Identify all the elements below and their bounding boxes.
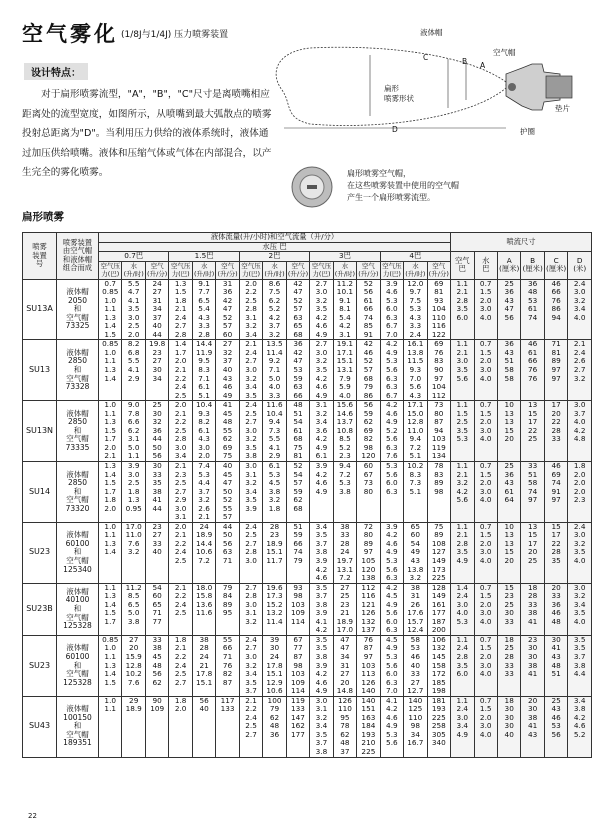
table-cell: 20 30 38 41 43 xyxy=(521,696,544,757)
table-cell: SU23B xyxy=(23,583,57,635)
table-row xyxy=(23,583,592,635)
table-cell: 3.0 3.1 3.2 3.4 3.5 3.7 3.8 xyxy=(310,696,333,757)
table-row xyxy=(23,696,592,757)
table-cell: 1.1 1.5 2.5 3.5 5.3 xyxy=(451,401,474,462)
table-cell: 13 15 17 20 25 xyxy=(521,522,544,583)
table-cell: 47 47 34 31 27 20 14.8 xyxy=(333,635,356,696)
table-cell: 112 116 121 126 132 137 xyxy=(357,583,380,635)
table-cell: SU13A xyxy=(23,279,57,340)
table-cell: SU43 xyxy=(23,696,57,757)
table-cell: 0.85 1.0 1.1 1.3 1.4 xyxy=(99,340,122,401)
features-heading: 设计特点： xyxy=(24,63,88,80)
table-cell: 15 17 22 28 35 xyxy=(544,522,567,583)
table-cell: 30 41 43 48 51 xyxy=(544,635,567,696)
table-cell: 2.4 2.5 2.7 3.0 3.2 3.5 3.8 xyxy=(239,401,262,462)
table-cell: 14.4 11.9 9.5 8.3 7.1 6.1 5.1 xyxy=(192,340,215,401)
table-cell: 0.7 1.5 2.0 3.0 4.0 xyxy=(474,461,497,522)
label-gasket: 垫片 xyxy=(555,104,570,113)
table-cell: 0.7 1.5 2.0 3.0 4.0 xyxy=(474,522,497,583)
table-cell: 25 43 46 53 56 xyxy=(544,696,567,757)
table-cell: 2.1 2.2 2.4 2.5 xyxy=(169,583,192,635)
table-cell: 1.0 1.1 1.3 1.4 xyxy=(99,522,122,583)
spray-pattern-diagram xyxy=(270,38,595,138)
table-cell: 44 50 56 63 71 xyxy=(216,522,239,583)
th-pressure: 2巴 xyxy=(239,252,309,262)
table-cell: 8.2 6.8 5.5 4.1 2.9 xyxy=(122,340,145,401)
table-cell: 3.9 4.6 5.3 6.0 6.3 6.7 7.0 xyxy=(380,279,403,340)
table-cell: 56 40 xyxy=(192,696,215,757)
table-cell: SU13 xyxy=(23,340,57,401)
table-cell: 40 45 47 50 52 55 57 xyxy=(216,461,239,522)
table-cell: 9.1 7.7 6.5 5.4 4.3 3.3 2.8 xyxy=(192,279,215,340)
table-cell: 33 51 58 74 97 xyxy=(521,461,544,522)
table-cell: 42 47 52 57 63 65 68 xyxy=(286,279,309,340)
table-row xyxy=(23,461,592,522)
table-cell: 0.7 1.5 2.0 3.0 4.0 xyxy=(474,583,497,635)
table-cell: 25 36 43 47 56 xyxy=(497,279,520,340)
table-cell: 3.0 3.2 3.4 3.5 4.0 xyxy=(568,583,592,635)
table-cell: 90 109 xyxy=(145,696,168,757)
table-cell: 19.8 23 27 30 34 xyxy=(145,340,168,401)
table-cell: 27 32 37 40 43 46 49 xyxy=(216,340,239,401)
table-cell: 75 89 108 127 149 173 225 xyxy=(427,522,450,583)
th-sub: 空气压 力(巴) xyxy=(100,261,120,278)
table-cell: 23 27 33 40 xyxy=(145,522,168,583)
th-sub: 空气 (升/分) xyxy=(358,261,379,278)
table-cell: 2.4 3.0 3.2 3.4 4.0 xyxy=(568,279,592,340)
table-cell: 1.3 1.5 1.8 2.1 2.4 2.7 2.8 xyxy=(169,279,192,340)
label-retainer: 护圈 xyxy=(520,127,535,136)
table-cell: 2.0 2.1 2.2 2.5 2.8 3.0 3.4 xyxy=(169,401,192,462)
table-cell: 液体帽 60100 和 空气帽 125328 xyxy=(57,635,99,696)
features-body: 对于扁形喷雾流型，"A"，"B"，"C"尺寸是离喷嘴相应距离处的流型宽度，如图所示，从喷嘴到最大弧散点的喷雾投射总距离为"D"。当利用压力供给的液体系统时，液体通过加压供给喷嘴。液体和压缩气体或气体在内部混合，以产生完全的雾化喷雾。 xyxy=(22,89,272,178)
table-row xyxy=(23,340,592,401)
spec-table xyxy=(22,232,592,758)
table-cell: 27 20 15.9 12.8 10.2 7.6 xyxy=(122,635,145,696)
table-cell: 1.1 2.1 2.8 3.5 4.9 xyxy=(451,522,474,583)
th-sub: 水 (升/时) xyxy=(193,261,215,278)
page-subtitle: (1/8J与1/4J) 压力喷雾装置 xyxy=(121,30,229,40)
table-cell: 1.0 1.1 1.3 1.5 1.7 2.0 2.1 xyxy=(99,401,122,462)
table-cell: 69 81 93 104 110 116 122 xyxy=(427,279,450,340)
table-cell: 1.8 2.1 2.2 2.4 2.5 2.7 xyxy=(169,635,192,696)
table-cell: 2.4 2.5 2.7 2.8 3.0 xyxy=(239,522,262,583)
table-cell: 1.4 2.4 3.0 4.0 5.3 xyxy=(451,583,474,635)
page-number: 22 xyxy=(28,812,37,820)
table-cell: 106 132 145 158 172 185 198 xyxy=(427,635,450,696)
table-cell: 33 38 45 48 56 62 xyxy=(145,635,168,696)
table-cell: SU13N xyxy=(23,401,57,462)
table-cell: 19.6 17.3 15.2 13.2 11.4 xyxy=(263,583,286,635)
table-cell: 46 69 74 91 97 xyxy=(544,461,567,522)
table-cell: 2.0 2.1 2.2 2.4 2.5 xyxy=(169,522,192,583)
table-cell: 17.0 11.0 7.6 3.2 xyxy=(122,522,145,583)
table-cell: 36 42 47 53 59 63 66 xyxy=(286,340,309,401)
table-cell: 液体帽 2850 和 空气帽 73335 xyxy=(57,401,99,462)
table-cell: 0.7 1.5 2.0 3.0 4.0 xyxy=(474,279,497,340)
th-pressure: 4巴 xyxy=(380,252,450,262)
table-cell: 5.5 4.7 4.1 3.5 3.0 2.5 2.0 xyxy=(122,279,145,340)
table-cell: 71 81 89 97 97 xyxy=(544,340,567,401)
th-pressure: 3巴 xyxy=(310,252,380,262)
table-cell: 38 31 26 17.6 15.7 12.4 xyxy=(404,583,427,635)
table-cell: 7.4 5.3 4.4 3.7 3.2 2.6 2.1 xyxy=(192,461,215,522)
table-cell: 25 36 43 61 64 xyxy=(497,461,520,522)
table-cell: 36 43 51 58 58 xyxy=(497,340,520,401)
table-cell: 126 110 95 78 62 48 37 xyxy=(333,696,356,757)
table-cell: 27 25 23 21 18.9 17.0 xyxy=(333,583,356,635)
section-title: 扁形喷雾 xyxy=(22,211,64,223)
table-cell: 1.1 1.3 1.4 1.5 1.7 xyxy=(99,583,122,635)
table-cell: 100 79 62 48 36 xyxy=(263,696,286,757)
table-cell: 72 80 89 97 105 120 138 xyxy=(357,522,380,583)
table-cell: 10.4 9.3 8.2 6.1 4.3 3.0 2.0 xyxy=(192,401,215,462)
table-cell: 31 36 42 47 52 57 60 xyxy=(216,279,239,340)
table-cell: 48 51 54 61 68 75 81 xyxy=(286,401,309,462)
table-cell: 117 133 xyxy=(216,696,239,757)
table-cell: 52 54 57 59 62 68 xyxy=(286,461,309,522)
table-cell: 181 193 225 258 305 340 xyxy=(427,696,450,757)
table-cell: 0.7 1.5 2.0 3.0 4.0 xyxy=(474,696,497,757)
table-cell: 13 15 17 22 25 xyxy=(521,401,544,462)
table-cell: 2.1 2.4 2.7 3.0 3.2 3.4 3.5 xyxy=(239,340,262,401)
table-cell: 19.1 17.1 15.1 13.1 7.9 5.9 4.0 xyxy=(333,340,356,401)
table-cell: 3.9 4.2 4.6 4.9 xyxy=(310,461,333,522)
table-cell: 2.7 3.0 3.2 3.5 4.2 4.6 4.9 xyxy=(310,340,333,401)
table-cell: 39 30 24 17.8 15.1 12.9 10.6 xyxy=(263,635,286,696)
table-cell: 2.1 2.2 2.4 2.5 2.7 xyxy=(239,696,262,757)
table-cell: 2.1 2.3 2.5 2.7 2.9 3.0 3.1 xyxy=(169,461,192,522)
table-cell: 55 66 71 76 82 87 xyxy=(216,635,239,696)
table-cell: 38 33 28 24 19.7 13.1 7.2 xyxy=(333,522,356,583)
th-sub: 水 (升/时) xyxy=(123,261,144,278)
th-dim: C (厘米) xyxy=(544,252,567,280)
th-sub: 空气压 力(巴) xyxy=(241,261,261,278)
th-model: 喷雾 装置 号 xyxy=(23,233,57,280)
th-sub: 空气压 力(巴) xyxy=(170,261,191,278)
table-cell: 0.7 1.5 2.0 3.0 4.0 xyxy=(474,401,497,462)
table-cell: 24 27 31 34 37 40 44 xyxy=(145,279,168,340)
table-cell: 4.5 4.9 5.3 5.6 6.0 6.3 7.0 xyxy=(380,635,403,696)
table-cell: 液体帽 40100 和 空气帽 125328 xyxy=(57,583,99,635)
th-sub: 空气压 力(巴) xyxy=(382,261,402,278)
table-cell: 2.0 2.2 2.5 2.8 3.1 3.2 3.4 xyxy=(239,279,262,340)
table-cell: 3.4 3.5 3.7 3.8 3.9 4.2 4.6 xyxy=(310,522,333,583)
table-cell: 4.2 4.5 4.9 5.6 6.0 6.3 xyxy=(380,583,403,635)
table-cell: 3.9 4.2 4.6 4.9 5.3 5.6 6.3 xyxy=(380,522,403,583)
table-cell: 67 77 87 98 103 109 114 xyxy=(286,635,309,696)
table-cell: 1.0 1.1 xyxy=(99,696,122,757)
table-cell: 29 18.9 xyxy=(122,696,145,757)
table-cell: 93 98 103 109 114 xyxy=(286,583,309,635)
table-cell: 69 76 83 90 97 104 112 xyxy=(427,340,450,401)
th-dim: 水 巴 xyxy=(474,252,497,280)
table-cell: 11.2 10.1 9.1 8.1 5.4 4.2 3.1 xyxy=(333,279,356,340)
table-cell: 液体帽 60100 和 空气帽 125340 xyxy=(57,522,99,583)
table-row xyxy=(23,522,592,583)
table-cell: 51 59 66 74 79 xyxy=(286,522,309,583)
th-sub: 空气 (升/分) xyxy=(147,261,168,278)
table-cell: 18 28 33 38 41 xyxy=(521,583,544,635)
table-cell: 11.6 10.4 9.4 7.3 5.5 4.1 2.9 xyxy=(263,401,286,462)
th-dim: B (厘米) xyxy=(521,252,544,280)
table-cell: 3.4 3.8 4.2 4.6 5.2 xyxy=(568,696,592,757)
table-cell: 4.2 4.9 5.3 5.6 6.3 6.3 6.7 xyxy=(380,340,403,401)
table-cell: 79 84 89 95 xyxy=(216,583,239,635)
table-cell: 41 45 48 55 62 69 75 xyxy=(216,401,239,462)
table-cell: 73 80 87 94 103 119 134 xyxy=(427,401,450,462)
table-cell: SU23 xyxy=(23,635,57,696)
table-cell: 42 46 52 57 68 79 86 xyxy=(357,340,380,401)
table-cell: 1.8 2.0 2.0 2.0 2.3 xyxy=(568,461,592,522)
table-cell: 11.2 8.5 6.5 5.0 3.8 xyxy=(122,583,145,635)
label-b: B xyxy=(462,57,468,66)
table-cell: 1.8 2.0 xyxy=(169,696,192,757)
table-cell: 46 66 76 86 94 xyxy=(544,279,567,340)
table-cell: 2.1 2.4 2.6 2.7 3.2 xyxy=(568,340,592,401)
table-cell: 3.0 3.1 3.2 3.4 3.5 3.9 xyxy=(239,461,262,522)
table-cell: 3.5 3.5 3.7 3.8 4.4 xyxy=(568,635,592,696)
table-cell: 4.1 4.2 4.6 4.9 5.3 5.6 xyxy=(380,696,403,757)
th-sub: 空气压 力(巴) xyxy=(311,261,332,278)
table-cell: 18 25 28 33 33 xyxy=(497,635,520,696)
table-cell: 24 18.9 14.4 10.6 7.2 xyxy=(192,522,215,583)
label-d: D xyxy=(392,125,398,134)
th-sub: 空气 (升/分) xyxy=(428,261,449,278)
th-sub: 水 (升/时) xyxy=(264,261,285,278)
table-cell: 10 13 13 15 20 xyxy=(497,522,520,583)
table-cell: 38 28 24 21 17.8 15.1 xyxy=(192,635,215,696)
th-dim: D (米) xyxy=(568,252,592,280)
table-cell: 1.4 1.7 2.0 2.1 2.2 2.4 2.5 xyxy=(169,340,192,401)
th-sub: 空气 (升/分) xyxy=(217,261,238,278)
page-title: 空气雾化 xyxy=(22,22,118,46)
table-cell: 9.0 7.8 6.6 6.2 3.1 5.0 1.1 xyxy=(122,401,145,462)
table-cell: 36 48 53 61 74 xyxy=(521,279,544,340)
table-cell: 8.6 7.5 6.2 5.2 4.2 3.7 3.2 xyxy=(263,279,286,340)
table-cell: 液体帽 2050 和 空气帽 73325 xyxy=(57,279,99,340)
table-cell: 6.1 5.3 4.5 3.8 3.2 1.8 xyxy=(263,461,286,522)
table-cell: 119 133 147 162 177 xyxy=(286,696,309,757)
table-cell: 58 53 46 40 33 27 12.7 xyxy=(404,635,427,696)
table-cell: 23 30 30 38 41 xyxy=(521,635,544,696)
table-cell: 78 83 89 98 xyxy=(427,461,450,522)
table-cell: 54 60 65 71 77 xyxy=(145,583,168,635)
table-cell: 25 30 32 36 44 50 56 xyxy=(145,401,168,462)
table-cell: 3.9 3.0 2.5 1.8 1.3 0.95 xyxy=(122,461,145,522)
th-sub: 空气 (升/分) xyxy=(287,261,309,278)
table-cell: 液体帽 100150 和 空气帽 189351 xyxy=(57,696,99,757)
table-cell: 1.3 1.4 1.5 1.7 1.8 2.0 xyxy=(99,461,122,522)
table-cell: 46 61 66 76 76 xyxy=(521,340,544,401)
table-cell: 3.1 3.2 3.4 3.6 4.2 4.9 6.1 xyxy=(310,401,333,462)
table-cell: 1.1 2.1 2.8 3.5 6.0 xyxy=(451,279,474,340)
table-cell: 液体帽 2850 和 空气帽 73328 xyxy=(57,340,99,401)
table-row xyxy=(23,279,592,340)
label-c: C xyxy=(423,53,429,62)
table-cell: 3.5 3.5 3.8 3.9 4.2 4.6 4.9 xyxy=(310,635,333,696)
table-cell: 20 33 36 46 48 xyxy=(544,583,567,635)
th-combo: 喷雾装置 由空气帽 和液体帽 组合而成 xyxy=(57,233,99,280)
table-cell: 60 67 73 80 xyxy=(357,461,380,522)
table-cell: 140 125 110 98 34 16.7 xyxy=(404,696,427,757)
table-cell: SU14 xyxy=(23,461,57,522)
th-dim: A (厘米) xyxy=(497,252,520,280)
table-cell: 0.85 1.0 1.1 1.3 1.4 1.5 xyxy=(99,635,122,696)
th-sub: 水 (升/时) xyxy=(405,261,426,278)
table-cell: 18.0 15.8 13.6 11.6 xyxy=(192,583,215,635)
table-cell: 17.1 15.0 12.8 11.0 9.4 7.2 5.1 xyxy=(404,401,427,462)
label-air-cap: 空气帽 xyxy=(493,48,516,57)
table-cell: SU23 xyxy=(23,522,57,583)
label-spray-shape: 扁形 喷雾形状 xyxy=(384,84,414,103)
table-cell: 18 30 30 30 40 xyxy=(497,696,520,757)
table-cell: 1.1 2.1 3.0 3.5 5.6 xyxy=(451,340,474,401)
table-cell: 4.2 4.6 4.9 5.2 5.6 6.3 7.6 xyxy=(380,401,403,462)
air-cap-photo-icon xyxy=(287,162,337,212)
table-cell: 5.3 5.6 6.0 6.3 xyxy=(380,461,403,522)
th-pressure: 1.5巴 xyxy=(169,252,239,262)
th-pressure: 0.7巴 xyxy=(99,252,169,262)
th-flow: 液体流量(升/小时)和空气流量（升/分） xyxy=(99,233,451,243)
table-cell: 1.1 2.1 3.2 4.2 5.6 xyxy=(451,461,474,522)
table-cell: 13.5 11.4 9.2 7.1 5.0 4.0 3.3 xyxy=(263,340,286,401)
table-cell: 2.7 2.8 3.0 3.1 3.2 xyxy=(239,583,262,635)
table-cell: 10 13 13 15 20 xyxy=(497,401,520,462)
table-cell: 15.6 14.6 13.7 10.8 8.5 5.2 2.3 xyxy=(333,401,356,462)
table-cell: 12.0 9.7 7.5 5.3 4.3 3.3 2.4 xyxy=(404,279,427,340)
table-cell: 56 59 62 69 82 98 120 xyxy=(357,401,380,462)
table-cell: 17 20 22 28 33 xyxy=(544,401,567,462)
table-cell: 30 33 35 38 41 44 xyxy=(145,461,168,522)
table-cell: 2.4 2.7 3.0 3.2 3.4 3.5 3.7 xyxy=(239,635,262,696)
table-cell: 0.7 1.5 2.0 3.0 4.0 xyxy=(474,635,497,696)
table-cell: 0.7 0.85 1.0 1.1 1.3 1.4 1.5 xyxy=(99,279,122,340)
th-water: 水压 巴 xyxy=(99,242,451,252)
table-cell: 28 23 18.9 15.1 11.7 xyxy=(263,522,286,583)
table-cell: 2.4 3.0 3.2 3.5 4.0 xyxy=(568,522,592,583)
table-cell: 52 56 61 66 74 85 91 xyxy=(357,279,380,340)
table-row xyxy=(23,401,592,462)
table-cell: 1.1 2.4 2.8 3.5 6.0 xyxy=(451,635,474,696)
table-cell: 65 60 54 49 43 13.8 3.2 xyxy=(404,522,427,583)
table-cell: 3.5 3.7 3.8 3.9 4.1 4.2 xyxy=(310,583,333,635)
label-fluid-cap: 液体帽 xyxy=(420,28,443,37)
table-cell: 9.4 7.2 5.3 3.8 xyxy=(333,461,356,522)
table-cell: 2.7 3.0 3.2 3.5 4.2 4.6 4.9 xyxy=(310,279,333,340)
table-cell: 0.7 1.5 2.0 3.0 4.0 xyxy=(474,340,497,401)
diagram-caption: 扁形喷雾空气帽， 在这些喷雾装置中使用的空气帽 产生一个扁形喷雾流型。 xyxy=(347,169,459,202)
table-cell: 3.0 3.7 4.0 4.2 4.8 xyxy=(568,401,592,462)
table-cell: 128 149 161 177 187 200 xyxy=(427,583,450,635)
table-cell: 16.1 13.8 11.5 9.3 7.0 5.6 4.3 xyxy=(404,340,427,401)
table-cell: 140 151 163 184 193 210 225 xyxy=(357,696,380,757)
table-cell: 1.1 2.4 3.0 3.4 4.9 xyxy=(451,696,474,757)
th-dims: 喷流尺寸 xyxy=(451,233,592,252)
th-sub: 水 (升/时) xyxy=(334,261,356,278)
table-cell: 76 87 97 103 113 126 140 xyxy=(357,635,380,696)
label-a: A xyxy=(480,61,486,70)
table-row xyxy=(23,635,592,696)
table-cell: 液体帽 2850 和 空气帽 73320 xyxy=(57,461,99,522)
th-dim: 空气 巴 xyxy=(451,252,474,280)
table-cell: 10.2 8.3 7.3 5.1 xyxy=(404,461,427,522)
table-cell: 15 23 25 30 33 xyxy=(497,583,520,635)
